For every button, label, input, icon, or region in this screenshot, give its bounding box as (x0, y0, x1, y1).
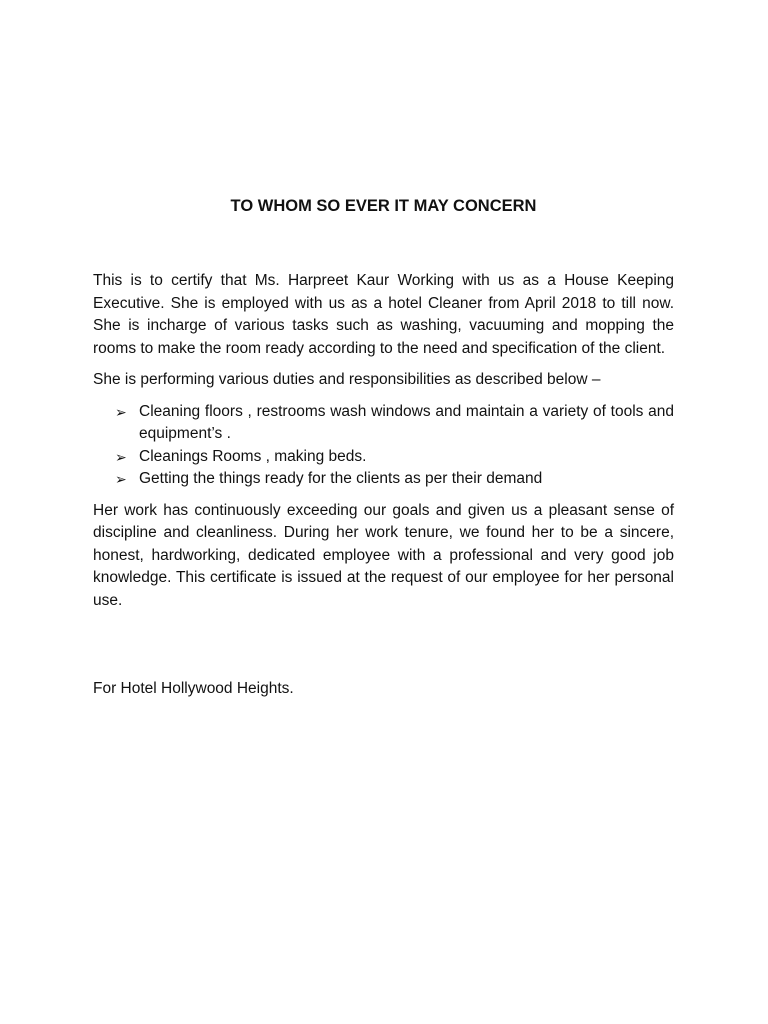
closing-signature-line: For Hotel Hollywood Heights. (93, 680, 294, 697)
list-item (93, 446, 674, 469)
list-item (93, 468, 674, 491)
duty-text: Cleaning floors , restrooms wash windows and maintain a variety of tools and equipment’s . (139, 402, 674, 442)
arrow-bullet-icon: ➢ (115, 448, 127, 465)
document-title: TO WHOM SO EVER IT MAY CONCERN (230, 197, 537, 215)
duty-text: Getting the things ready for the clients as per their demand (139, 470, 543, 487)
document-body (93, 270, 674, 621)
arrow-bullet-icon: ➢ (115, 403, 127, 420)
duties-intro-paragraph: She is performing various duties and responsibilities as described below – (93, 371, 601, 388)
duty-text: Cleanings Rooms , making beds. (139, 447, 367, 465)
performance-paragraph: Her work has continuously exceeding our goals and given us a pleasant sense of discipline and cleanliness. During her work tenure, we found her to be a sincere, honest, hardworking, dedicated employee with a professional and very good job knowledge. This certificate is issued at the request of our employee for her personal use. (93, 501, 674, 609)
duties-list (93, 401, 674, 491)
list-item (93, 401, 674, 446)
arrow-bullet-icon: ➢ (115, 471, 127, 487)
certification-paragraph: This is to certify that Ms. Harpreet Kaur Working with us as a House Keeping Executive. She is employed with us as a hotel Cleaner from April 2018 to till now. She is incharge of various tasks such as washing, vacuuming and mopping the rooms to make the room ready according to the need and specification of the client. (93, 272, 674, 357)
